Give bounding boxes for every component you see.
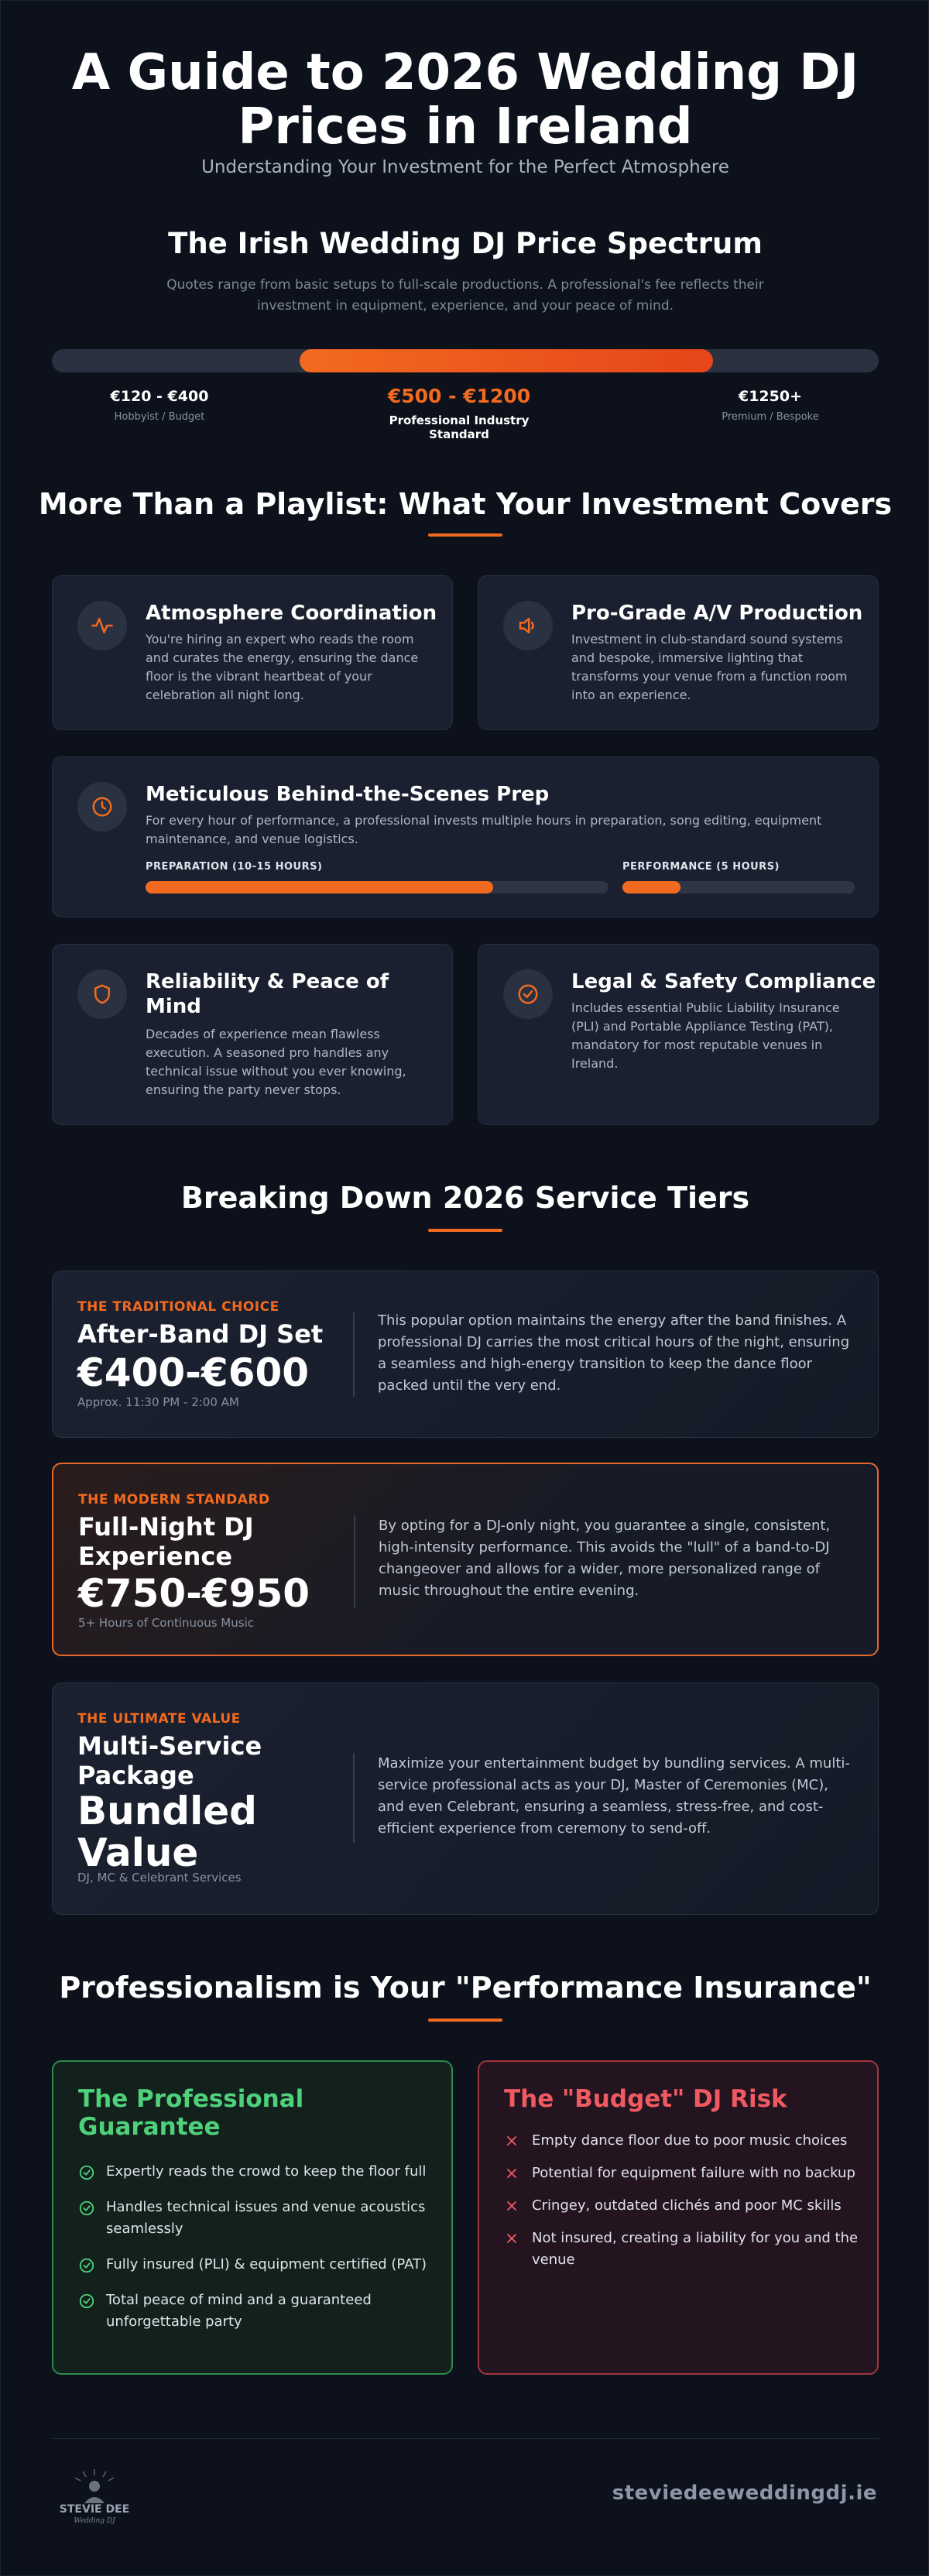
risk-title: The "Budget" DJ Risk: [504, 2085, 787, 2113]
tier-name: After-Band DJ Set: [77, 1319, 324, 1349]
x-icon: [504, 2231, 519, 2253]
price-spectrum-bar: [52, 349, 879, 372]
website-url[interactable]: steviedeeweddingdj.ie: [612, 2482, 877, 2505]
tier-tag: THE MODERN STANDARD: [78, 1492, 270, 1508]
list-item-text: Total peace of mind and a guaranteed unforgettable party: [106, 2292, 372, 2330]
tier-tag: THE ULTIMATE VALUE: [77, 1711, 241, 1727]
tier-full-night: [52, 1463, 879, 1656]
prep-bar-fill: [146, 881, 493, 894]
tier-name: Multi-Service Package: [77, 1731, 262, 1790]
check-circle-icon: [503, 969, 553, 1019]
check-icon: [78, 2164, 95, 2188]
card-compliance: [478, 944, 879, 1125]
tier-tag: THE TRADITIONAL CHOICE: [77, 1299, 279, 1315]
card-av-production: [478, 575, 879, 730]
brand-logo: [52, 2465, 137, 2526]
footer-divider: [52, 2438, 879, 2439]
list-item: [504, 2163, 860, 2184]
spectrum-title: The Irish Wedding DJ Price Spectrum: [168, 227, 763, 260]
check-icon: [78, 2293, 95, 2317]
prep-bar: [146, 881, 608, 894]
spectrum-label-premium: [670, 388, 871, 423]
list-item-text: Not insured, creating a liability for you and the venue: [532, 2230, 859, 2268]
clock-icon: [77, 782, 127, 832]
perf-bar-fill: [622, 881, 680, 894]
card-atmosphere: [52, 575, 453, 730]
card-body: Includes essential Public Liability Insurance (PLI) and Portable Appliance Testing (PAT), mandatory for most reputable venues in Ireland.: [571, 1000, 840, 1071]
tier-multi-service: [52, 1682, 879, 1915]
tier-price: Bundled Value: [77, 1789, 257, 1875]
card-title: Pro-Grade A/V Production: [571, 602, 863, 625]
card-title: Reliability & Peace of Mind: [146, 970, 389, 1018]
budget-risk-card: [478, 2060, 879, 2375]
x-icon: [504, 2133, 519, 2156]
list-item-text: Fully insured (PLI) & equipment certified (PAT): [106, 2256, 427, 2272]
list-item-text: Expertly reads the crowd to keep the floor full: [106, 2163, 427, 2180]
tier-description: This popular option maintains the energy after the band finishes. A professional DJ carries the most critical hours of the night, ensuring a seamless and high-energy transition to keep the dance floor packed until the very end.: [378, 1312, 850, 1394]
list-item: [78, 2161, 434, 2183]
list-item-text: Handles technical issues and venue acoustics seamlessly: [106, 2199, 426, 2237]
tiers-heading: Breaking Down 2026 Service Tiers: [180, 1181, 750, 1215]
list-item: [504, 2195, 860, 2217]
tier-note: DJ, MC & Celebrant Services: [77, 1871, 242, 1885]
spectrum-value: €1250+: [738, 388, 803, 405]
tier-note: Approx. 11:30 PM - 2:00 AM: [77, 1395, 239, 1409]
x-icon: [504, 2198, 519, 2221]
logo-tagline: Wedding DJ: [74, 2517, 115, 2525]
spectrum-value: €500 - €1200: [387, 385, 531, 407]
pulse-icon: [77, 601, 127, 650]
spectrum-value: €120 - €400: [110, 388, 209, 405]
page-title-line-1: A Guide to 2026 Wedding DJ: [71, 44, 859, 101]
list-item: [504, 2130, 860, 2152]
card-title: Atmosphere Coordination: [146, 602, 437, 625]
card-body: For every hour of performance, a professional invests multiple hours in preparation, song editing, equipment maintenance, and venue logistics.: [146, 813, 822, 846]
covers-heading: More Than a Playlist: What Your Investment Covers: [38, 487, 893, 521]
tier-after-band: [52, 1271, 879, 1438]
card-prep: [52, 756, 879, 918]
card-reliability: [52, 944, 453, 1125]
spectrum-note: Professional Industry Standard: [389, 413, 530, 441]
check-icon: [78, 2200, 95, 2224]
spectrum-label-budget: [59, 388, 260, 423]
card-body: Investment in club-standard sound systems and bespoke, immersive lighting that transforms your venue from a function room into an experience.: [571, 632, 848, 702]
insurance-heading: Professionalism is Your "Performance Insurance": [59, 1971, 872, 2005]
list-item-text: Potential for equipment failure with no backup: [532, 2165, 855, 2181]
speaker-icon: [503, 601, 553, 650]
tier-divider: [354, 1515, 355, 1608]
heading-underline: [428, 2019, 502, 2022]
card-body: You're hiring an expert who reads the room and curates the energy, ensuring the dance floor is the vibrant heartbeat of your celebration all night long.: [146, 632, 419, 702]
card-title: Legal & Safety Compliance: [571, 970, 876, 993]
tier-description: By opting for a DJ-only night, you guarantee a single, consistent, high-intensity performance. This avoids the "lull" of a band-to-DJ changeover and allows for a wider, more personalized range of music throughout the entire evening.: [379, 1518, 831, 1599]
page-title-line-2: Prices in Ireland: [238, 98, 693, 156]
heading-underline: [428, 533, 502, 537]
spectrum-note: Premium / Bespoke: [722, 411, 819, 423]
prep-bar-label: PREPARATION (10-15 HOURS): [146, 861, 323, 873]
tier-divider: [353, 1753, 355, 1843]
list-item-text: Cringey, outdated clichés and poor MC skills: [532, 2197, 842, 2214]
price-spectrum-highlight: [300, 349, 713, 372]
tier-name: Full-Night DJ Experience: [78, 1512, 254, 1571]
shield-icon: [77, 969, 127, 1019]
risk-list: [504, 2130, 860, 2271]
list-item: [78, 2254, 434, 2276]
list-item: [504, 2228, 860, 2271]
guarantee-list: [78, 2161, 434, 2333]
tier-price: €400-€600: [77, 1350, 310, 1395]
card-title: Meticulous Behind-the-Scenes Prep: [146, 783, 550, 806]
card-body: Decades of experience mean flawless execution. A seasoned pro handles any technical issue without you ever knowing, ensuring the party never stops.: [146, 1027, 406, 1097]
list-item: [78, 2197, 434, 2240]
check-icon: [78, 2257, 95, 2281]
page-subtitle: Understanding Your Investment for the Perfect Atmosphere: [201, 157, 729, 177]
tier-divider: [353, 1312, 355, 1397]
list-item-text: Empty dance floor due to poor music choices: [532, 2132, 848, 2149]
perf-bar-label: PERFORMANCE (5 HOURS): [622, 861, 780, 873]
spectrum-note: Hobbyist / Budget: [114, 411, 205, 423]
professional-guarantee-card: [52, 2060, 453, 2375]
x-icon: [504, 2166, 519, 2188]
perf-bar: [622, 881, 855, 894]
spectrum-description: Quotes range from basic setups to full-scale productions. A professional's fee reflects their investment in equipment, experience, and your peace of mind.: [166, 277, 764, 314]
logo-wordmark: STEVIE DEE: [59, 2503, 130, 2516]
tier-note: 5+ Hours of Continuous Music: [78, 1616, 254, 1630]
heading-underline: [428, 1229, 502, 1232]
tier-price: €750-€950: [78, 1571, 310, 1616]
tier-description: Maximize your entertainment budget by bundling services. A multi-service professional acts as your DJ, Master of Ceremonies (MC), and even Celebrant, ensuring a seamless, stress-free, and cost-efficient experience from ceremony to send-off.: [378, 1755, 850, 1837]
spectrum-label-standard: [358, 385, 560, 441]
guarantee-title: The Professional Guarantee: [78, 2085, 304, 2141]
page-title: [1, 46, 929, 154]
list-item: [78, 2290, 434, 2333]
